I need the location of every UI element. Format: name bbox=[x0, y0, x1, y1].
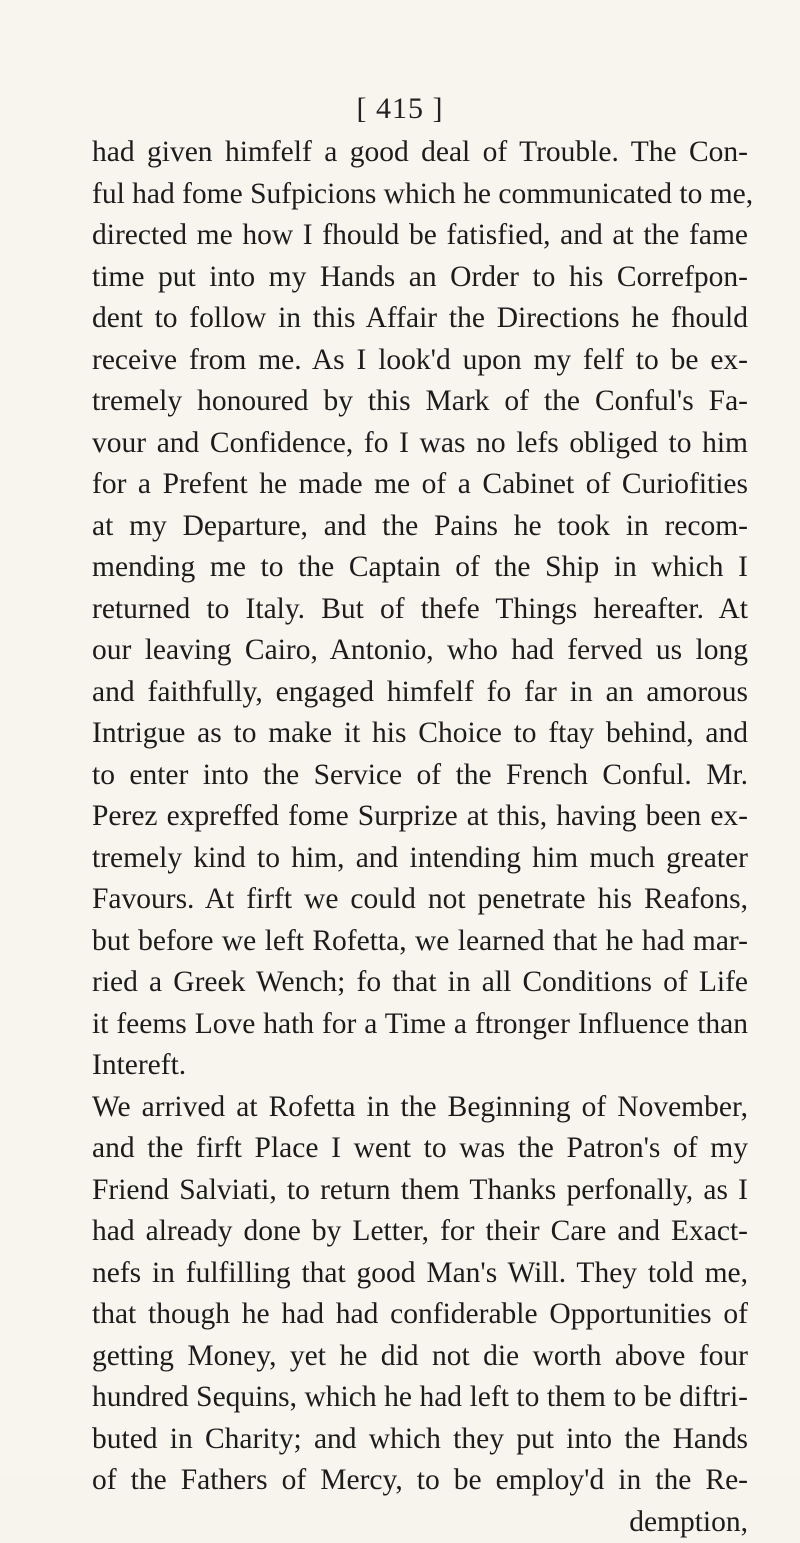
text-line: returned to Italy. But of thefe Things hereafter. At bbox=[92, 589, 748, 631]
catchword: demption, bbox=[92, 1502, 748, 1543]
text-line: at my Departure, and the Pains he took in recom- bbox=[92, 506, 748, 548]
text-line: directed me how I fhould be fatisfied, and at the fame bbox=[92, 215, 748, 257]
text-line: dent to follow in this Affair the Directions he fhould bbox=[92, 298, 748, 340]
text-line: time put into my Hands an Order to his Correfpon- bbox=[92, 257, 748, 299]
text-line: but before we left Rofetta, we learned that he had mar- bbox=[92, 921, 748, 963]
text-line: had already done by Letter, for their Care and Exact- bbox=[92, 1211, 748, 1253]
text-line: that though he had had confiderable Opportunities of bbox=[92, 1294, 748, 1336]
text-line: for a Prefent he made me of a Cabinet of Curiofities bbox=[92, 464, 748, 506]
text-line: Favours. At firft we could not penetrate his Reafons, bbox=[92, 879, 748, 921]
text-line: ful had fome Sufpicions which he communicated to me, bbox=[92, 174, 748, 216]
body-text bbox=[92, 132, 748, 1543]
text-line: Friend Salviati, to return them Thanks perfonally, as I bbox=[92, 1170, 748, 1212]
text-line: vour and Confidence, fo I was no lefs obliged to him bbox=[92, 423, 748, 465]
text-line: tremely honoured by this Mark of the Conful's Fa- bbox=[92, 381, 748, 423]
text-line: Intrigue as to make it his Choice to ftay behind, and bbox=[92, 713, 748, 755]
text-line: getting Money, yet he did not die worth above four bbox=[92, 1336, 748, 1378]
text-line: it feems Love hath for a Time a ftronger Influence than bbox=[92, 1004, 748, 1046]
text-line: to enter into the Service of the French Conful. Mr. bbox=[92, 755, 748, 797]
text-line: and faithfully, engaged himfelf fo far in an amorous bbox=[92, 672, 748, 714]
text-line: Intereft. bbox=[92, 1045, 748, 1087]
text-line: receive from me. As I look'd upon my felf to be ex- bbox=[92, 340, 748, 382]
text-line: ried a Greek Wench; fo that in all Conditions of Life bbox=[92, 962, 748, 1004]
text-line: nefs in fulfilling that good Man's Will. They told me, bbox=[92, 1253, 748, 1295]
text-line: mending me to the Captain of the Ship in which I bbox=[92, 547, 748, 589]
text-line: buted in Charity; and which they put into the Hands bbox=[92, 1419, 748, 1461]
text-line: and the firft Place I went to was the Patron's of my bbox=[92, 1128, 748, 1170]
page-number: [ 415 ] bbox=[0, 92, 800, 126]
text-line: Perez expreffed fome Surprize at this, having been ex- bbox=[92, 796, 748, 838]
text-line: tremely kind to him, and intending him much greater bbox=[92, 838, 748, 880]
text-line: hundred Sequins, which he had left to them to be diftri- bbox=[92, 1377, 748, 1419]
text-line: We arrived at Rofetta in the Beginning of November, bbox=[92, 1087, 748, 1129]
text-line: had given himfelf a good deal of Trouble. The Con- bbox=[92, 132, 748, 174]
text-line: of the Fathers of Mercy, to be employ'd in the Re- bbox=[92, 1460, 748, 1502]
text-line: our leaving Cairo, Antonio, who had ferved us long bbox=[92, 630, 748, 672]
